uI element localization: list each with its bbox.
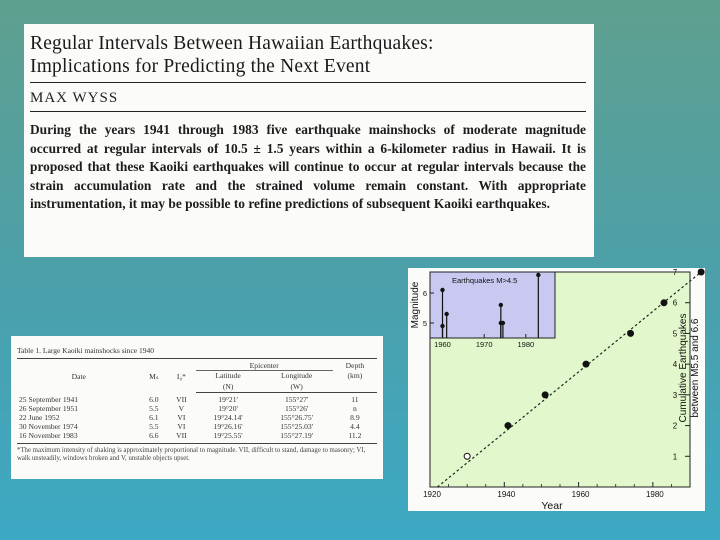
inset-bar-marker: [444, 312, 448, 316]
inset-title: Earthquakes M>4.5: [452, 276, 518, 285]
y-tick-label: 3: [672, 390, 678, 400]
y-tick-label: 6: [672, 298, 678, 308]
col-header-depth: Depth: [333, 359, 377, 371]
cell-date: 22 June 1952: [19, 412, 60, 422]
mainshock-table-panel: [11, 336, 383, 479]
cell-date: 16 November 1983: [17, 432, 141, 443]
cell-ms: 6.6: [141, 432, 168, 443]
paper-abstract-panel: [24, 24, 594, 257]
inset-x-tick-label: 1970: [475, 340, 493, 349]
col-header-longitude: Longitude: [281, 371, 313, 380]
header-spacer: [333, 382, 377, 393]
mainshock-table: [17, 358, 377, 444]
col-header-ms: Mₛ: [141, 359, 168, 393]
col-header-latitude: Latitude: [215, 371, 241, 380]
inset-bar-marker: [440, 324, 444, 328]
cell-io: VI: [177, 412, 186, 422]
inset-x-tick-label: 1960: [434, 340, 451, 349]
data-point: [698, 269, 704, 275]
cell-longitude: 155°25.03': [280, 421, 314, 431]
table-footnote: *The maximum intensity of shaking is approximately proportional to magnitude. VII, difficult to stand, damage to masonry; VI, walk unsteadily, windows broken and V, unstable objects upset.: [17, 446, 366, 462]
y-tick-label: 2: [672, 421, 678, 431]
col-group-epicenter: Epicenter: [196, 359, 333, 371]
cell-latitude: 19°21': [218, 395, 238, 404]
col-header-io: I₀*: [167, 359, 196, 393]
cell-date: 26 September 1951: [19, 403, 79, 413]
inset-bar-marker: [440, 288, 444, 292]
cell-longitude: 155°27': [284, 395, 309, 404]
author-divider: [30, 111, 586, 112]
title-divider: [30, 82, 586, 83]
cell-longitude: 155°26.75': [280, 412, 314, 422]
y-axis-title-line-1: Cumulative Earthquakes: [678, 313, 689, 423]
cell-ms: 5.5: [149, 421, 159, 431]
cell-depth: 11.2: [333, 432, 377, 443]
cell-latitude: 19°24.14': [213, 412, 243, 422]
inset-bar-marker: [536, 273, 540, 277]
data-point: [542, 392, 548, 398]
y-tick-label: 5: [672, 329, 678, 339]
cell-ms: 6.0: [149, 394, 159, 404]
cell-io: V: [178, 403, 185, 413]
abstract-text: During the years 1941 through 1983 five earthquake mainshocks of moderate magnitude occurred at regular intervals of 10.5 ± 1.5 years within a 6-kilometer radius in Hawaii. It is proposed that these Kaoiki earthquakes will continue to occur at regular intervals because the strain accumulation rate and the strained volume remain constant. With appropriate instrumentation, it may be possible to refine predictions of subsequent Kaoiki earthquakes.: [30, 122, 586, 212]
cell-longitude: 155°26': [284, 403, 309, 413]
data-point-open: [464, 453, 470, 459]
y-tick-label: 7: [672, 268, 678, 277]
x-axis-title: Year: [541, 500, 563, 511]
cell-date: 30 November 1974: [19, 421, 78, 431]
cell-date: 25 September 1941: [19, 394, 79, 404]
inset-y-tick-label: 5: [422, 319, 428, 328]
cell-io: VI: [177, 421, 186, 431]
inset-y-axis-title: Magnitude: [410, 281, 421, 329]
cell-ms: 5.5: [149, 403, 159, 413]
col-header-latitude-unit: (N): [196, 382, 261, 393]
data-point: [628, 330, 634, 336]
x-tick-label: 1920: [423, 490, 441, 499]
x-tick-label: 1960: [571, 490, 590, 499]
cell-latitude: 19°26.16': [213, 421, 243, 431]
cell-ms: 6.1: [149, 412, 159, 422]
table-row: [17, 405, 377, 414]
chart-svg: [408, 268, 705, 511]
x-tick-label: 1980: [645, 490, 664, 499]
paper-title-line-2: Implications for Predicting the Next Event: [30, 56, 371, 77]
chart-panel: [408, 268, 705, 511]
cell-depth: n: [352, 403, 357, 413]
y-axis-title-line-2: between M5.5 and 6.6: [690, 318, 701, 418]
inset-y-tick-label: 6: [422, 289, 428, 298]
author-name: MAX WYSS: [30, 90, 119, 106]
y-tick-label: 4: [672, 360, 678, 370]
col-header-longitude-unit: (W): [261, 382, 333, 393]
data-point: [505, 423, 511, 429]
cell-io: VII: [176, 394, 187, 404]
y-tick-label: 1: [672, 452, 678, 462]
cell-depth: 11: [351, 395, 359, 404]
data-point: [661, 300, 667, 306]
cell-longitude: 155°27.19': [261, 432, 333, 443]
paper-title-line-1: Regular Intervals Between Hawaiian Earthquakes:: [30, 33, 434, 54]
col-header-depth-unit: (km): [347, 370, 363, 380]
col-header-date: Date: [17, 359, 141, 393]
data-point: [583, 361, 589, 367]
cell-io: VII: [167, 432, 196, 443]
x-tick-label: 1940: [497, 490, 516, 499]
cell-latitude: 19°25.55': [196, 432, 261, 443]
cell-depth: 4.4: [350, 421, 360, 431]
inset-bar-marker: [501, 321, 505, 325]
table-row: [17, 432, 377, 443]
cell-depth: 8.9: [350, 412, 360, 422]
inset-x-tick-label: 1980: [517, 340, 535, 349]
table-caption: Table 1. Large Kaoiki mainshocks since 1940: [17, 346, 155, 355]
inset-bar-marker: [499, 303, 503, 307]
cell-latitude: 19°20': [218, 403, 238, 413]
